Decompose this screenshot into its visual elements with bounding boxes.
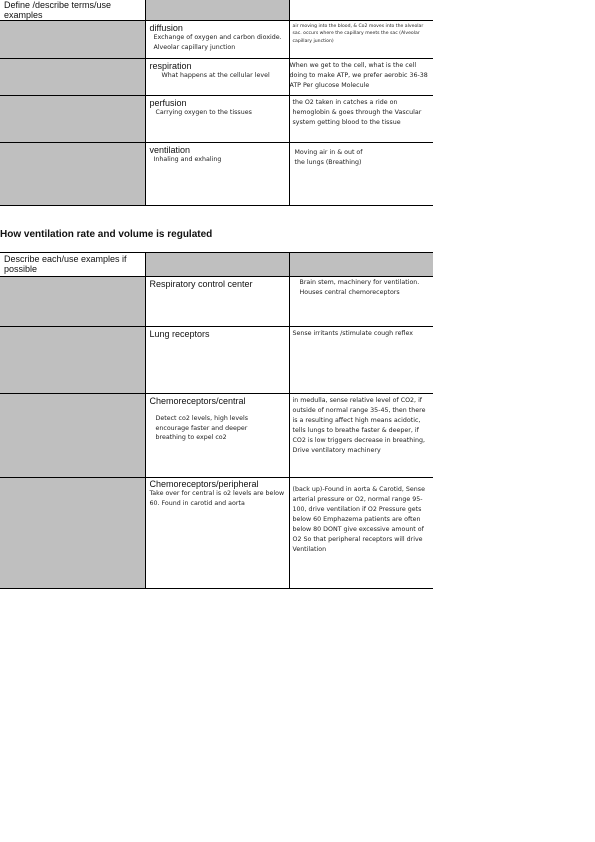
table-header-text: Define /describe terms/use examples	[4, 0, 112, 20]
term-cell	[145, 478, 289, 589]
answer-cell	[289, 327, 433, 394]
term-description: Inhaling and exhaling	[153, 156, 222, 163]
answer-text: When we get to the cell, what is the cell doing to make ATP, we prefer aerobic 36-38 ATP Per glucose Molecule	[289, 62, 428, 89]
table-row	[0, 394, 433, 478]
gray-cell	[0, 59, 145, 96]
table-row	[0, 277, 433, 327]
answer-cell	[289, 478, 433, 589]
answer-text: the O2 taken in catches a ride on hemoglobin & goes through the Vascular system getting blood to the tissue	[292, 99, 422, 126]
answer-cell	[289, 394, 433, 478]
term-label: Chemoreceptors/central	[149, 396, 246, 406]
answer-text: in medulla, sense relative level of CO2, if outside of normal range 35-45, then there is a resulting affect high means acidotic, tells lungs to breathe faster & deeper, if CO2 is low triggers decrease in breathing, Drive ventilatory machinery	[292, 397, 426, 454]
header-gray-cell	[145, 0, 289, 21]
gray-cell	[0, 394, 145, 478]
term-description: What happens at the cellular level	[161, 72, 270, 79]
section-title: How ventilation rate and volume is regulated	[0, 229, 213, 240]
term-label: diffusion	[149, 23, 183, 33]
term-label: Lung receptors	[149, 329, 210, 339]
header-gray-cell	[145, 253, 289, 277]
table-header-text: Describe each/use examples if possible	[4, 254, 127, 274]
answer-text: Moving air in & out of the lungs (Breathing)	[294, 149, 363, 166]
gray-cell	[0, 143, 145, 206]
term-label: perfusion	[149, 98, 187, 108]
table-row	[0, 96, 433, 143]
header-cell	[0, 253, 145, 277]
table-row	[0, 21, 433, 59]
answer-cell	[289, 21, 433, 59]
term-description: Carrying oxygen to the tissues	[155, 109, 252, 116]
term-cell	[145, 59, 289, 96]
answer-text: (back up)-Found in aorta & Carotid, Sense arterial pressure or O2, normal range 95-100, drive ventilation if O2 Pressure gets below 60 Emphazema patients are often below 80 DONT give excessive amount of O2 So that peripheral receptors will drive Ventilation	[292, 486, 425, 553]
table-header-row	[0, 253, 433, 277]
term-label: Respiratory control center	[149, 279, 253, 289]
gray-cell	[0, 277, 145, 327]
term-label: ventilation	[149, 145, 191, 155]
regulation-table	[0, 252, 433, 589]
gray-cell	[0, 478, 145, 589]
table-row	[0, 59, 433, 96]
table-row	[0, 143, 433, 206]
term-description: Take over for central is o2 levels are below 60. Found in carotid and aorta	[149, 490, 285, 507]
answer-text: Sense irritants /stimulate cough reflex	[292, 330, 413, 337]
terms-table	[0, 0, 433, 206]
term-cell	[145, 327, 289, 394]
term-description: Detect co2 levels, high levels encourage faster and deeper breathing to expel co2	[155, 415, 249, 441]
gray-cell	[0, 96, 145, 143]
term-cell	[145, 277, 289, 327]
table-row	[0, 478, 433, 589]
term-cell	[145, 96, 289, 143]
term-label: Chemoreceptors/peripheral	[149, 479, 259, 489]
answer-cell	[289, 59, 433, 96]
term-cell	[145, 394, 289, 478]
term-description: Exchange of oxygen and carbon dioxide. Alveolar capillary junction	[153, 34, 282, 51]
table-row	[0, 327, 433, 394]
answer-cell	[289, 277, 433, 327]
header-cell	[0, 0, 145, 21]
header-gray-cell	[289, 253, 433, 277]
answer-text: Brain stem, machinery for ventilation. Houses central chemoreceptors	[299, 279, 420, 296]
gray-cell	[0, 21, 145, 59]
gray-cell	[0, 327, 145, 394]
answer-text: air moving into the blood, & Co2 moves into the alveolar sac. occurs where the capillary meets the sac (Alveolar capillary junction)	[292, 24, 424, 44]
answer-cell	[289, 143, 433, 206]
header-empty-cell	[289, 0, 433, 21]
term-cell	[145, 21, 289, 59]
table-header-row	[0, 0, 433, 21]
term-cell	[145, 143, 289, 206]
term-label: respiration	[149, 61, 192, 71]
answer-cell	[289, 96, 433, 143]
